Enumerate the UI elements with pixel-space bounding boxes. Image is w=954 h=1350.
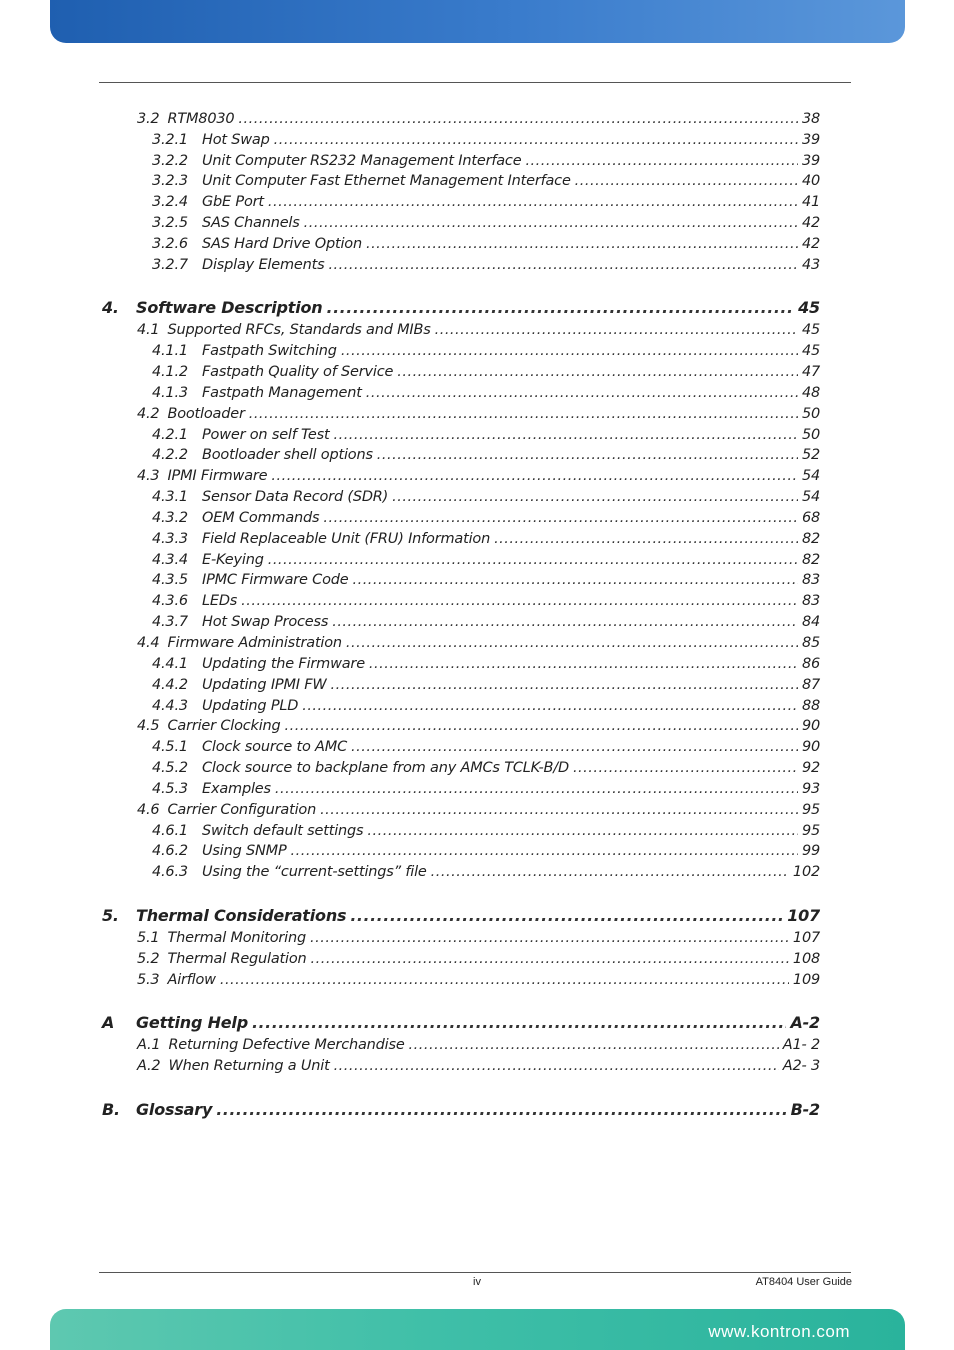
toc-entry[interactable] [152,591,820,611]
toc-title: Clock source to backplane from any AMCs TCLK-B/D [202,760,569,776]
toc-page: 107 [787,906,820,925]
dot-leader [275,779,798,799]
toc-title: Updating the Firmware [202,656,365,672]
dot-leader [291,841,798,861]
page-number: iv [473,1276,481,1288]
toc-number: 5.1 [137,930,160,946]
footer-rule [99,1272,851,1273]
toc-page: 54 [801,468,820,484]
toc-title: Fastpath Quality of Service [202,364,394,380]
toc-number: 4.6 [137,802,160,818]
toc-title: Fastpath Management [202,385,362,401]
toc-title: Using the “current-settings” file [202,864,427,880]
toc-number: 4.1.2 [152,364,188,380]
toc-entry[interactable] [137,1056,820,1076]
toc-title: Field Replaceable Unit (FRU) Information [202,531,491,547]
toc-title: Thermal Monitoring [167,930,306,946]
toc-entry[interactable] [137,1035,820,1055]
toc-page: 50 [801,427,820,443]
toc-title: Using SNMP [202,843,287,859]
toc-number: A.2 [137,1058,161,1074]
toc-title: OEM Commands [202,510,320,526]
toc-entry[interactable] [137,800,820,820]
toc-entry[interactable] [137,109,820,129]
toc-number: A [102,1013,115,1032]
dot-leader [252,1013,786,1033]
dot-leader [431,862,789,882]
toc-number: 4.1.1 [152,343,188,359]
toc-entry[interactable] [137,633,820,653]
dot-leader [377,445,798,465]
toc-entry[interactable] [152,654,820,674]
toc-page: 87 [801,677,820,693]
toc-entry[interactable] [152,445,820,465]
toc-page: 50 [801,406,820,422]
dot-leader [366,234,798,254]
toc-page: A1- 2 [782,1037,820,1053]
dot-leader [331,675,798,695]
toc-number: 4.5 [137,718,160,734]
toc-number: 4.3.3 [152,531,188,547]
toc-entry[interactable] [152,550,820,570]
dot-leader [311,949,789,969]
toc-page: 95 [801,802,820,818]
toc-page: 54 [801,489,820,505]
toc-number: 3.2.6 [152,236,188,252]
dot-leader [268,550,798,570]
dot-leader [350,906,783,926]
toc-chapter[interactable] [102,298,820,318]
toc-page: 52 [801,447,820,463]
dot-leader [351,737,798,757]
dot-leader [397,362,798,382]
toc-entry[interactable] [137,970,820,990]
toc-page: 42 [801,236,820,252]
toc-number: 4.6.2 [152,843,188,859]
toc-title: Carrier Clocking [167,718,281,734]
dot-leader [525,151,798,171]
dot-leader [268,192,798,212]
toc-entry[interactable] [152,425,820,445]
toc-chapter[interactable] [102,1100,820,1120]
dot-leader [494,529,798,549]
toc-entry[interactable] [152,151,820,171]
toc-page: 68 [801,510,820,526]
dot-leader [369,654,798,674]
toc-title: Power on self Test [202,427,330,443]
toc-number: 4.6.3 [152,864,188,880]
toc-entry[interactable] [152,696,820,716]
toc-entry[interactable] [137,949,820,969]
toc-page: 93 [801,781,820,797]
toc-page: 107 [792,930,820,946]
toc-page: 82 [801,552,820,568]
toc-title: Hot Swap [202,132,270,148]
toc-page: 83 [801,593,820,609]
toc-title: Bootloader shell options [202,447,373,463]
dot-leader [327,298,795,318]
toc-title: Sensor Data Record (SDR) [202,489,389,505]
toc-entry[interactable] [152,487,820,507]
toc-number: 4.4.2 [152,677,188,693]
toc-entry[interactable] [152,529,820,549]
toc-page: 43 [801,257,820,273]
toc-number: A.1 [137,1037,161,1053]
toc-page: 40 [801,173,820,189]
toc-title: Supported RFCs, Standards and MIBs [167,322,431,338]
toc-page: 92 [801,760,820,776]
toc-entry[interactable] [152,255,820,275]
toc-page: 95 [801,823,820,839]
toc-page: 88 [801,698,820,714]
toc-title: Firmware Administration [167,635,342,651]
toc-entry[interactable] [152,362,820,382]
toc-entry[interactable] [152,130,820,150]
toc-number: 4.3.2 [152,510,188,526]
toc-entry[interactable] [152,779,820,799]
toc-title: Clock source to AMC [202,739,348,755]
toc-entry[interactable] [152,171,820,191]
toc-title: GbE Port [202,194,264,210]
toc-entry[interactable] [137,928,820,948]
toc-page: 86 [801,656,820,672]
toc-number: 4.3.5 [152,572,188,588]
dot-leader [346,633,798,653]
toc-page: 39 [801,153,820,169]
toc-number: B. [102,1100,120,1119]
toc-title: Bootloader [167,406,245,422]
toc-page: 90 [801,739,820,755]
toc-entry[interactable] [152,341,820,361]
toc-entry[interactable] [137,404,820,424]
toc-title: LEDs [202,593,238,609]
dot-leader [216,1100,786,1120]
toc-entry[interactable] [152,612,820,632]
toc-number: 4.4.1 [152,656,188,672]
guide-title: AT8404 User Guide [755,1276,852,1288]
toc-title: Unit Computer Fast Ethernet Management Interface [202,173,571,189]
dot-leader [333,425,797,445]
toc-title: Fastpath Switching [202,343,337,359]
toc-page: 45 [801,343,820,359]
toc-number: 3.2.2 [152,153,188,169]
dot-leader [352,570,797,590]
toc-page: 41 [801,194,820,210]
toc-number: 3.2.1 [152,132,188,148]
toc-entry[interactable] [152,192,820,212]
toc-number: 5.3 [137,972,160,988]
toc-number: 3.2.5 [152,215,188,231]
toc-title: Getting Help [136,1013,248,1032]
toc-page: 90 [801,718,820,734]
toc-entry[interactable] [137,716,820,736]
toc-entry[interactable] [152,821,820,841]
toc-title: Hot Swap Process [202,614,329,630]
header-rule [99,82,851,83]
toc-number: 5. [102,906,119,925]
toc-number: 4.4 [137,635,160,651]
toc-entry[interactable] [152,841,820,861]
dot-leader [285,716,798,736]
toc-title: Examples [202,781,271,797]
toc-number: 4.2 [137,406,160,422]
toc-number: 5.2 [137,951,160,967]
toc-number: 4.6.1 [152,823,188,839]
toc-entry[interactable] [152,737,820,757]
toc-number: 4.4.3 [152,698,188,714]
dot-leader [575,171,798,191]
toc-entry[interactable] [152,213,820,233]
toc-chapter[interactable] [102,906,820,926]
toc-title: Returning Defective Merchandise [168,1037,405,1053]
dot-leader [241,591,798,611]
toc-title: Updating PLD [202,698,299,714]
toc-number: 3.2.3 [152,173,188,189]
dot-leader [334,1056,779,1076]
dot-leader [274,130,798,150]
toc-number: 4.5.2 [152,760,188,776]
header-banner [50,0,905,43]
toc-title: Switch default settings [202,823,364,839]
toc-title: IPMI Firmware [167,468,268,484]
toc-entry[interactable] [152,758,820,778]
toc-page: 39 [801,132,820,148]
dot-leader [271,466,798,486]
toc-number: 4.1.3 [152,385,188,401]
dot-leader [320,800,798,820]
toc-title: SAS Hard Drive Option [202,236,362,252]
dot-leader [332,612,798,632]
toc-title: SAS Channels [202,215,300,231]
toc-page: 102 [792,864,820,880]
toc-title: Thermal Regulation [167,951,307,967]
toc-title: Airflow [167,972,216,988]
toc-number: 4.3.4 [152,552,188,568]
toc-entry[interactable] [152,862,820,882]
toc-title: Display Elements [202,257,325,273]
toc-page: 47 [801,364,820,380]
toc-title: When Returning a Unit [168,1058,330,1074]
toc-title: Unit Computer RS232 Management Interface [202,153,522,169]
toc-number: 4.1 [137,322,160,338]
dot-leader [366,383,798,403]
dot-leader [302,696,798,716]
toc-page: A2- 3 [782,1058,820,1074]
toc-page: 108 [792,951,820,967]
dot-leader [238,109,798,129]
toc-title: Thermal Considerations [136,906,347,925]
toc-page: 99 [801,843,820,859]
dot-leader [392,487,798,507]
toc-page: B-2 [790,1100,820,1119]
dot-leader [409,1035,779,1055]
toc-entry[interactable] [152,234,820,254]
dot-leader [328,255,797,275]
toc-number: 3.2.4 [152,194,188,210]
dot-leader [249,404,798,424]
toc-title: RTM8030 [167,111,235,127]
dot-leader [220,970,789,990]
toc-page: 83 [801,572,820,588]
toc-chapter[interactable] [102,1013,820,1033]
toc-title: IPMC Firmware Code [202,572,349,588]
toc-number: 4.5.3 [152,781,188,797]
toc-title: Carrier Configuration [167,802,317,818]
toc-number: 3.2.7 [152,257,188,273]
dot-leader [304,213,798,233]
toc-page: 45 [801,322,820,338]
toc-number: 4.3.7 [152,614,188,630]
toc-page: 85 [801,635,820,651]
dot-leader [310,928,789,948]
toc-entry[interactable] [137,466,820,486]
toc-number: 4.3.1 [152,489,188,505]
toc-entry[interactable] [152,675,820,695]
toc-page: 48 [801,385,820,401]
toc-number: 4.2.2 [152,447,188,463]
toc-entry[interactable] [152,508,820,528]
toc-number: 4.3.6 [152,593,188,609]
toc-entry[interactable] [137,320,820,340]
website-link[interactable]: www.kontron.com [708,1322,850,1341]
dot-leader [435,320,798,340]
dot-leader [367,821,798,841]
toc-title: Software Description [136,298,323,317]
dot-leader [573,758,798,778]
dot-leader [323,508,798,528]
toc-number: 4.2.1 [152,427,188,443]
toc-number: 4.5.1 [152,739,188,755]
footer-banner [50,1309,905,1350]
toc-page: 42 [801,215,820,231]
toc-page: 45 [798,298,820,317]
toc-title: Glossary [136,1100,213,1119]
toc-entry[interactable] [152,570,820,590]
toc-page: A-2 [790,1013,820,1032]
toc-number: 3.2 [137,111,160,127]
toc-title: Updating IPMI FW [202,677,327,693]
toc-page: 84 [801,614,820,630]
toc-page: 109 [792,972,820,988]
toc-title: E-Keying [202,552,264,568]
dot-leader [341,341,798,361]
toc-entry[interactable] [152,383,820,403]
toc-page: 38 [801,111,820,127]
toc-number: 4.3 [137,468,160,484]
toc-number: 4. [102,298,119,317]
toc-page: 82 [801,531,820,547]
